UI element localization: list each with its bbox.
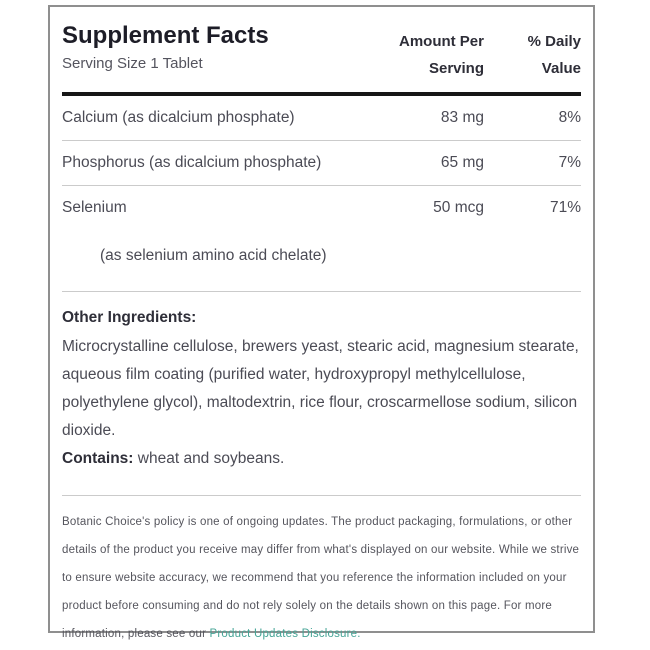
- column-header-daily-value: [484, 23, 581, 82]
- column-header-amount-per-serving: [364, 23, 484, 82]
- nutrient-amount: 50 mcg: [433, 199, 484, 216]
- column-header-dv-line1: % Daily: [527, 33, 581, 50]
- other-ingredients-text: Microcrystalline cellulose, brewers yeast, stearic acid, magnesium stearate, aqueous film coating (purified water, hydroxypropyl methylcellulose, polyethylene glycol), maltodextrin, rice flour, croscarmellose sodium, silicon dioxide.: [62, 338, 579, 439]
- disclaimer-text: Botanic Choice's policy is one of ongoing updates. The product packaging, formulations, or other details of the product you receive may differ from what's displayed on our website. While we strive to ensure website accuracy, we recommend that you reference the information included on your product before consuming and do not rely solely on the details shown on this page. For more information, please see our: [62, 516, 580, 640]
- nutrient-row-phosphorus: [62, 141, 581, 185]
- nutrient-name: Calcium (as dicalcium phosphate): [62, 109, 295, 126]
- contains-label: Contains:: [62, 450, 134, 467]
- column-header-amount-line2: Serving: [428, 60, 484, 77]
- nutrient-row-calcium: [62, 96, 581, 140]
- nutrient-row-selenium: [62, 186, 581, 230]
- product-updates-disclosure-link[interactable]: Product Updates Disclosure.: [209, 628, 361, 640]
- panel-title: Supplement Facts: [62, 22, 269, 49]
- column-header-amount-line1: Amount Per: [398, 33, 484, 50]
- section-divider: [62, 291, 581, 292]
- nutrient-name: Phosphorus (as dicalcium phosphate): [62, 154, 322, 171]
- nutrient-daily-value: 71%: [549, 199, 581, 216]
- panel-header: [62, 23, 581, 82]
- serving-size: Serving Size 1 Tablet: [62, 55, 203, 72]
- nutrient-amount: 83 mg: [440, 109, 484, 126]
- nutrient-name: Selenium: [62, 199, 127, 216]
- nutrient-daily-value: 8%: [558, 109, 581, 126]
- policy-disclaimer: [62, 508, 581, 648]
- nutrient-amount: 65 mg: [440, 154, 484, 171]
- disclaimer-divider: [62, 495, 581, 496]
- nutrient-daily-value: 7%: [558, 154, 581, 171]
- contains-line: [62, 445, 581, 473]
- contains-text: wheat and soybeans.: [133, 450, 285, 467]
- column-header-dv-line2: Value: [541, 60, 581, 77]
- title-block: [62, 23, 364, 82]
- supplement-facts-panel: [48, 5, 595, 640]
- other-ingredients-heading: Other Ingredients:: [62, 309, 197, 326]
- nutrient-source-note: (as selenium amino acid chelate): [100, 247, 327, 264]
